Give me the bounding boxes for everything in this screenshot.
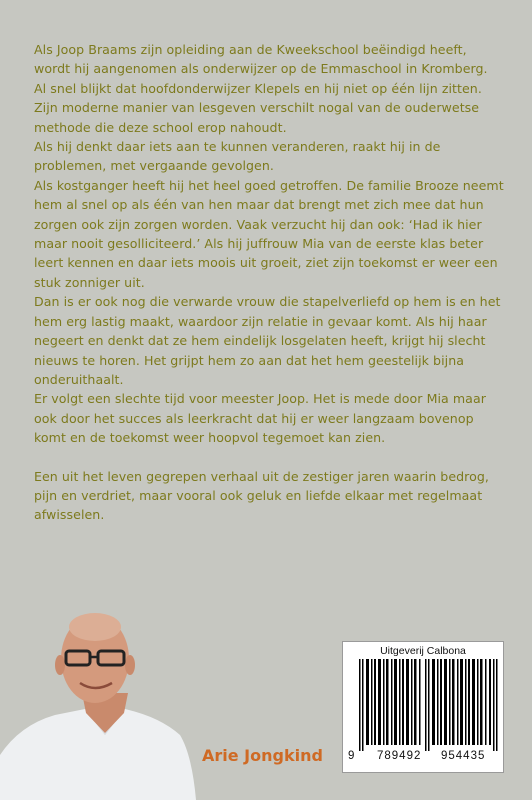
blurb-paragraph: Al snel blijkt dat hoofdonderwijzer Klepels en hij niet op één lijn zitten. [34,80,482,96]
isbn-group-2: 954435 [441,750,486,762]
isbn-group-1: 789492 [377,750,422,762]
barcode-bars [359,659,499,751]
blurb-paragraph: Een uit het leven gegrepen verhaal uit de zestiger jaren waarin bedrog, pijn en verdriet, maar vooral ook geluk en liefde elkaar met regelmaat afwisselen. [34,468,489,523]
back-cover-blurb [34,40,504,525]
blurb-paragraph: Als hij denkt daar iets aan te kunnen veranderen, raakt hij in de problemen, met vergaande gevolgen. [34,139,441,174]
blurb-paragraph: Er volgt een slechte tijd voor meester Joop. Het is mede door Mia maar ook door het succes als leerkracht dat hij er weer langzaam bovenop komt en de toekomst weer hoopvol tegemoet kan zien. [34,391,486,446]
blurb-paragraph: Als kostganger heeft hij het heel goed getroffen. De familie Brooze neemt hem al snel op als één van hen maar dat brengt met zich mee dat hun zorgen ook zijn zorgen worden. Vaak verzucht hij dan ook: ‘Had ik hier maar nooit gesolliciteerd.’ Als hij juffrouw Mia van de eerste klas beter leert kennen en daar iets moois uit groeit, ziet zijn toekomst er weer een stuk zonniger uit. [34,177,504,290]
publisher-name: Uitgeverij Calbona [380,645,466,657]
blurb-paragraph: Dan is er ook nog die verwarde vrouw die stapelverliefd op hem is en het hem erg lastig maakt, waardoor zijn relatie in gevaar komt. Als hij haar negeert en denkt dat ze hem eindelijk losgelaten heeft, krijgt hij slecht nieuws te horen. Het grijpt hem zo aan dat het hem geestelijk bijna onderuithaalt. [34,294,501,387]
blurb-paragraph: Zijn moderne manier van lesgeven verschilt nogal van de ouderwetse methode die deze school erop nahoudt. [34,100,480,135]
blurb-paragraph: Als Joop Braams zijn opleiding aan de Kweekschool beëindigd heeft, wordt hij aangenomen als onderwijzer op de Emmaschool in Kromberg. [34,42,488,77]
isbn-barcode [342,641,504,773]
isbn-prefix: 9 [348,750,356,762]
author-name: Arie Jongkind [202,746,323,765]
author-photo [0,605,200,800]
